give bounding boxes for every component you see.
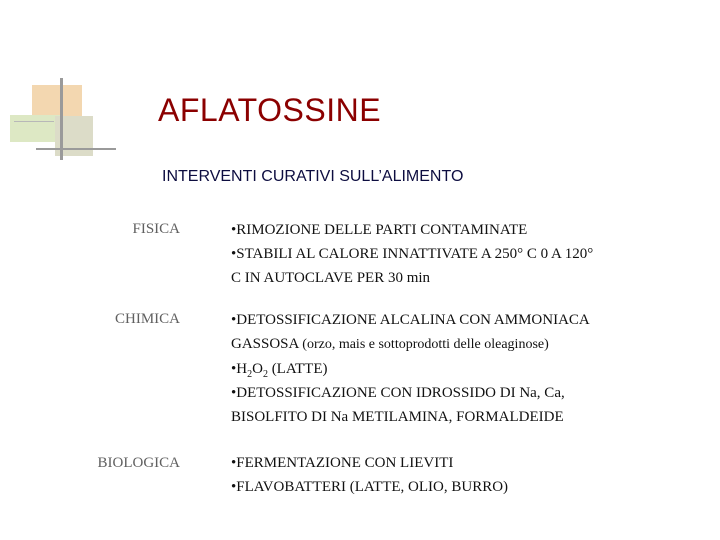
list-item-h2o2 <box>231 357 651 381</box>
list-item: •RIMOZIONE DELLE PARTI CONTAMINATE <box>231 222 528 238</box>
category-label-biologica: BIOLOGICA <box>97 455 180 471</box>
decor-line-thin <box>14 121 54 122</box>
list-item: C IN AUTOCLAVE PER 30 min <box>231 270 431 286</box>
items-biologica <box>231 451 651 499</box>
formula-o: O <box>252 361 263 377</box>
formula-sub-2: 2 <box>262 369 268 380</box>
formula-rest: (LATTE) <box>267 361 328 377</box>
text-gassosa: GASSOSA <box>231 336 303 352</box>
list-item: •FLAVOBATTERI (LATTE, OLIO, BURRO) <box>231 479 509 495</box>
formula-bullet-h: •H <box>231 361 248 377</box>
decor-square-green <box>10 115 60 142</box>
list-item: •STABILI AL CALORE INNATTIVATE A 250° C 0 A 120° <box>231 246 594 262</box>
list-item: •DETOSSIFICAZIONE CON IDROSSIDO DI Na, Ca, <box>231 385 565 401</box>
list-item: •DETOSSIFICAZIONE ALCALINA CON AMMONIACA <box>231 312 590 328</box>
items-fisica <box>231 218 651 290</box>
slide-subtitle: INTERVENTI CURATIVI SULL’ALIMENTO <box>162 168 464 185</box>
category-label-fisica: FISICA <box>132 221 180 237</box>
text-note: (orzo, mais e sottoprodotti delle oleaginose) <box>302 337 549 352</box>
category-label-chimica: CHIMICA <box>114 311 180 327</box>
decor-line-horizontal <box>36 148 116 150</box>
list-item: •FERMENTAZIONE CON LIEVITI <box>231 455 454 471</box>
list-item-continuation: BISOLFITO DI Na METILAMINA, FORMALDEIDE <box>231 409 564 425</box>
items-chimica <box>231 308 651 429</box>
slide-title: AFLATOSSINE <box>158 92 382 128</box>
formula-sub-1: 2 <box>247 369 253 380</box>
list-item-continuation <box>231 332 651 357</box>
